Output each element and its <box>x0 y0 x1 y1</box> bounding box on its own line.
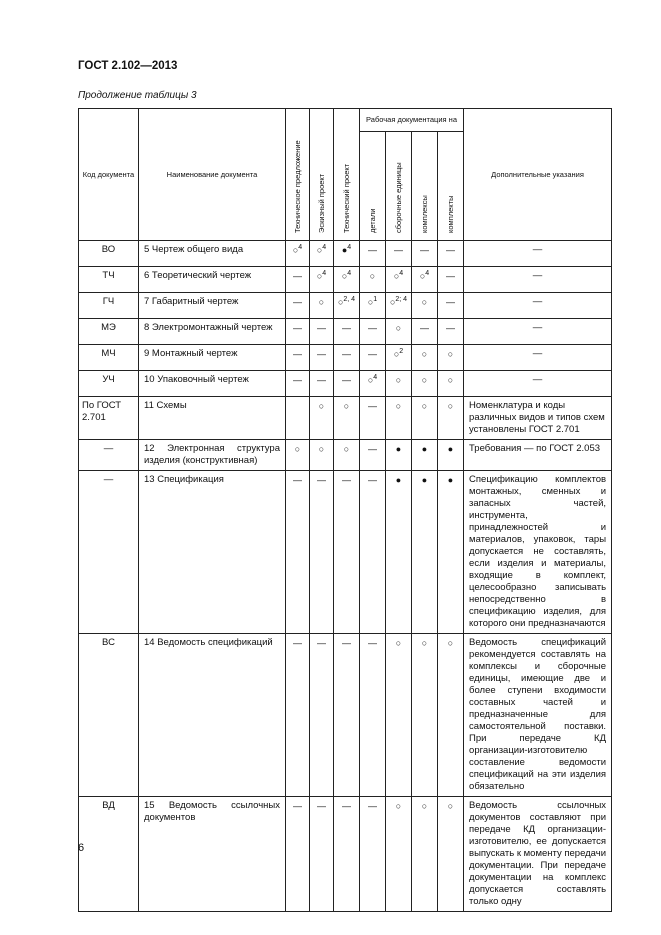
cell-parts: ○$^4$ <box>360 371 386 397</box>
cell-draft-project: ○ <box>310 440 334 471</box>
cell-code: — <box>79 471 139 634</box>
cell-assembly: ○ <box>386 371 412 397</box>
cell-notes: Ведомость спецификаций рекомендуется составлять на комплексы и сборочные единицы, имеющие две и более ступени входимости составных частей и предназначенные для самостоятельной поставки. При передаче КД организации-изготовителю составление ведомости спецификаций на эти изделия обязательно <box>464 634 612 797</box>
cell-code: ТЧ <box>79 267 139 293</box>
cell-tech-proposal: — <box>286 293 310 319</box>
cell-tech-project: — <box>334 319 360 345</box>
cell-kits: ○ <box>438 371 464 397</box>
cell-kits: ● <box>438 440 464 471</box>
cell-tech-project: ●$^4$ <box>334 241 360 267</box>
cell-complexes: ○ <box>412 397 438 440</box>
cell-tech-project: — <box>334 371 360 397</box>
cell-assembly: ○$^4$ <box>386 267 412 293</box>
cell-notes: — <box>464 293 612 319</box>
table-row <box>79 319 612 345</box>
cell-assembly: ● <box>386 440 412 471</box>
cell-kits: — <box>438 267 464 293</box>
cell-tech-proposal: — <box>286 267 310 293</box>
cell-tech-proposal <box>286 397 310 440</box>
cell-notes: — <box>464 345 612 371</box>
cell-tech-project: ○$^{2, 4}$ <box>334 293 360 319</box>
cell-code: ВС <box>79 634 139 797</box>
cell-parts: — <box>360 319 386 345</box>
cell-parts: — <box>360 397 386 440</box>
cell-tech-proposal: — <box>286 371 310 397</box>
cell-tech-proposal: — <box>286 345 310 371</box>
cell-complexes: — <box>412 241 438 267</box>
cell-parts: — <box>360 634 386 797</box>
cell-parts: — <box>360 797 386 912</box>
cell-name: 10 Упаковочный чертеж <box>139 371 286 397</box>
cell-complexes: ○ <box>412 371 438 397</box>
header-kits: комплекты <box>438 132 464 241</box>
cell-assembly: ○$^{2; 4}$ <box>386 293 412 319</box>
cell-assembly: ○$^2$ <box>386 345 412 371</box>
cell-draft-project: — <box>310 797 334 912</box>
cell-complexes: ○ <box>412 634 438 797</box>
cell-draft-project: — <box>310 345 334 371</box>
cell-code: ВО <box>79 241 139 267</box>
header-working-docs: Рабочая документация на <box>360 109 464 132</box>
cell-tech-proposal: — <box>286 797 310 912</box>
cell-tech-proposal: — <box>286 471 310 634</box>
cell-kits: ○ <box>438 345 464 371</box>
cell-tech-proposal: — <box>286 319 310 345</box>
cell-assembly: ○ <box>386 634 412 797</box>
cell-code: По ГОСТ 2.701 <box>79 397 139 440</box>
cell-draft-project: — <box>310 471 334 634</box>
cell-notes: — <box>464 319 612 345</box>
cell-tech-project: — <box>334 797 360 912</box>
cell-name: 8 Электромонтажный чертеж <box>139 319 286 345</box>
cell-notes: Ведомость ссылочных документов составляют при передаче КД организации-изготовителю, ее допускается выпускать к моменту передачи документации. При передаче документации на комплекс допускается составлять только одну <box>464 797 612 912</box>
cell-tech-project: — <box>334 471 360 634</box>
cell-kits: — <box>438 241 464 267</box>
cell-kits: — <box>438 319 464 345</box>
cell-name: 7 Габаритный чертеж <box>139 293 286 319</box>
cell-parts: — <box>360 241 386 267</box>
table-row <box>79 634 612 797</box>
cell-complexes: ○ <box>412 293 438 319</box>
cell-assembly: ● <box>386 471 412 634</box>
cell-name: 6 Теоретический чертеж <box>139 267 286 293</box>
cell-code: УЧ <box>79 371 139 397</box>
table-row <box>79 371 612 397</box>
header-draft-project: Эскизный проект <box>310 109 334 241</box>
table-row <box>79 440 612 471</box>
cell-tech-proposal: ○ <box>286 440 310 471</box>
cell-complexes: ○ <box>412 797 438 912</box>
table-body <box>79 241 612 912</box>
cell-notes: Требования — по ГОСТ 2.053 <box>464 440 612 471</box>
cell-parts: ○ <box>360 267 386 293</box>
cell-code: ВД <box>79 797 139 912</box>
cell-complexes: ○$^4$ <box>412 267 438 293</box>
cell-notes: — <box>464 267 612 293</box>
header-assembly: сборочные единицы <box>386 132 412 241</box>
table-row <box>79 241 612 267</box>
cell-name: 11 Схемы <box>139 397 286 440</box>
cell-assembly: ○ <box>386 319 412 345</box>
cell-kits: ○ <box>438 797 464 912</box>
cell-tech-project: ○$^4$ <box>334 267 360 293</box>
page-number: 6 <box>78 842 85 854</box>
cell-name: 14 Ведомость спецификаций <box>139 634 286 797</box>
table-row <box>79 797 612 912</box>
table-caption: Продолжение таблицы 3 <box>78 90 197 101</box>
cell-notes: Спецификацию комплектов монтажных, сменных и запасных частей, инструмента, принадлежностей и материалов, упаковок, тары допускается не составлять, если изделия и материалы, входящие в комплект, целесообразно записывать непосредственно в спецификацию изделия, для которого они предназначаются <box>464 471 612 634</box>
header-complexes: комплексы <box>412 132 438 241</box>
cell-draft-project: — <box>310 319 334 345</box>
cell-complexes: — <box>412 319 438 345</box>
document-table <box>78 108 612 912</box>
table-row <box>79 293 612 319</box>
cell-tech-project: — <box>334 345 360 371</box>
cell-notes: — <box>464 371 612 397</box>
header-tech-project: Технический проект <box>334 109 360 241</box>
cell-notes: Номенклатура и коды различных видов и типов схем установлены ГОСТ 2.701 <box>464 397 612 440</box>
cell-name: 12 Электронная структура изделия (конструктивная) <box>139 440 286 471</box>
header-code: Код документа <box>79 109 139 241</box>
cell-draft-project: ○ <box>310 293 334 319</box>
cell-kits: ○ <box>438 397 464 440</box>
cell-draft-project: ○$^4$ <box>310 241 334 267</box>
cell-code: МЭ <box>79 319 139 345</box>
cell-parts: — <box>360 471 386 634</box>
cell-assembly: ○ <box>386 397 412 440</box>
header-parts: детали <box>360 132 386 241</box>
header-notes: Дополнительные указания <box>464 109 612 241</box>
cell-tech-project: ○ <box>334 397 360 440</box>
cell-kits: ○ <box>438 634 464 797</box>
cell-code: ГЧ <box>79 293 139 319</box>
cell-assembly: ○ <box>386 797 412 912</box>
cell-draft-project: — <box>310 634 334 797</box>
cell-draft-project: ○ <box>310 397 334 440</box>
cell-assembly: — <box>386 241 412 267</box>
cell-notes: — <box>464 241 612 267</box>
cell-complexes: ● <box>412 471 438 634</box>
cell-code: МЧ <box>79 345 139 371</box>
cell-kits: — <box>438 293 464 319</box>
cell-name: 9 Монтажный чертеж <box>139 345 286 371</box>
cell-tech-proposal: ○$^4$ <box>286 241 310 267</box>
table-row <box>79 345 612 371</box>
cell-name: 5 Чертеж общего вида <box>139 241 286 267</box>
cell-tech-project: — <box>334 634 360 797</box>
cell-name: 13 Спецификация <box>139 471 286 634</box>
header-tech-proposal: Техническое предложение <box>286 109 310 241</box>
table-row <box>79 267 612 293</box>
cell-code: — <box>79 440 139 471</box>
cell-draft-project: — <box>310 371 334 397</box>
cell-complexes: ○ <box>412 345 438 371</box>
cell-tech-project: ○ <box>334 440 360 471</box>
cell-name: 15 Ведомость ссылочных документов <box>139 797 286 912</box>
cell-parts: — <box>360 440 386 471</box>
cell-tech-proposal: — <box>286 634 310 797</box>
cell-kits: ● <box>438 471 464 634</box>
cell-parts: ○$^1$ <box>360 293 386 319</box>
table-row <box>79 471 612 634</box>
cell-draft-project: ○$^4$ <box>310 267 334 293</box>
cell-parts: — <box>360 345 386 371</box>
header-name: Наименование документа <box>139 109 286 241</box>
document-title: ГОСТ 2.102—2013 <box>78 60 178 72</box>
cell-complexes: ● <box>412 440 438 471</box>
table-row <box>79 397 612 440</box>
